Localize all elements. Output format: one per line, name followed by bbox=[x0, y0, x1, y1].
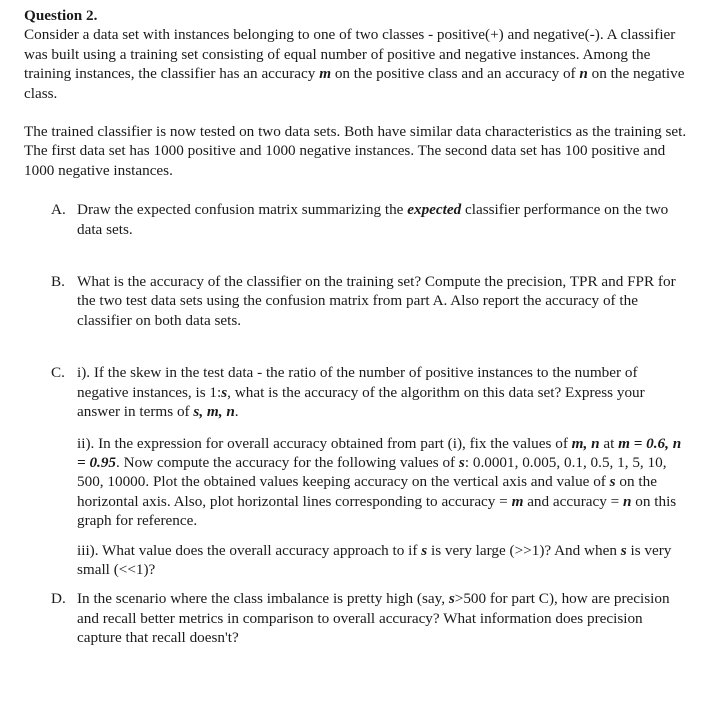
part-c-i bbox=[77, 363, 688, 421]
variable-n: n bbox=[579, 65, 588, 83]
intro-paragraph bbox=[24, 25, 694, 103]
part-c-ii-n: n bbox=[623, 492, 632, 510]
part-c-iii-s2: s bbox=[620, 541, 627, 559]
part-a-emphasis: expected bbox=[407, 201, 462, 219]
part-a bbox=[24, 200, 694, 239]
intro-text-3: on the negative class. bbox=[24, 65, 685, 102]
part-c-i-text-1: i). If the skew in the test data - the ratio of the number of positive instances to the number of negative instances, is 1: bbox=[77, 364, 638, 401]
part-b-label: B. bbox=[51, 273, 65, 291]
part-c-iii-text-1: iii). What value does the overall accuracy approach to if bbox=[77, 541, 422, 559]
part-b-text: What is the accuracy of the classifier on the training set? Compute the precision, TPR and FPR for the two test data sets using the confusion matrix from part A. Also report the accuracy of the classifier on both data sets. bbox=[77, 273, 676, 329]
part-d bbox=[24, 589, 694, 647]
part-c-i-vars: s, m, n bbox=[193, 403, 235, 421]
part-c-iii-s: s bbox=[421, 541, 428, 559]
document-page bbox=[24, 6, 694, 648]
part-d-label: D. bbox=[51, 590, 66, 608]
part-c-ii-text-7: on this graph for reference. bbox=[77, 492, 677, 530]
part-c-ii-text-3: . Now compute the accuracy for the following values of bbox=[116, 453, 459, 471]
part-c-ii-text-1: ii). In the expression for overall accuracy obtained from part (i), fix the values of bbox=[77, 434, 572, 452]
question-title: Question 2. bbox=[24, 7, 98, 24]
part-a-label: A. bbox=[51, 201, 66, 219]
part-c-iii-text-3: is very small (<<1)? bbox=[77, 541, 672, 578]
part-a-text-1: Draw the expected confusion matrix summarizing the bbox=[77, 201, 408, 219]
part-c-ii-vars: m, n bbox=[571, 434, 600, 452]
part-c-ii-text-2: at bbox=[599, 434, 619, 452]
part-d-s: s bbox=[448, 590, 455, 608]
part-c-i-text-2: , what is the accuracy of the algorithm on this data set? Express your answer in terms of bbox=[77, 383, 645, 421]
part-d-text-1: In the scenario where the class imbalance is pretty high (say, bbox=[77, 590, 449, 608]
variable-m: m bbox=[319, 65, 332, 83]
part-d-text-2: >500 for part C), how are precision and recall better metrics in comparison to overall accuracy? What information does precision capture that recall doesn't? bbox=[77, 590, 670, 647]
part-c-ii bbox=[77, 434, 688, 531]
intro-text-2: on the positive class and an accuracy of bbox=[331, 65, 580, 83]
part-c-iii-text-2: is very large (>>1)? And when bbox=[427, 541, 621, 559]
part-c-i-text-3: . bbox=[234, 403, 239, 421]
part-c-iii bbox=[77, 541, 688, 580]
part-a-text-2: classifier performance on the two data sets. bbox=[77, 201, 669, 238]
part-c-ii-text-4: : 0.0001, 0.005, 0.1, 0.5, 1, 5, 10, 500, 10000. Plot the obtained values keeping accuracy on the vertical axis and value of bbox=[77, 453, 667, 491]
part-c bbox=[24, 363, 694, 579]
part-c-ii-m: m bbox=[511, 492, 524, 510]
part-c-ii-s: s bbox=[458, 453, 465, 471]
part-c-label: C. bbox=[51, 364, 65, 382]
test-data-paragraph: The trained classifier is now tested on two data sets. Both have similar data characteristics as the training set. The first data set has 1000 positive and 1000 negative instances. The second data set has 100 positive and 1000 negative instances. bbox=[24, 123, 687, 179]
part-c-ii-text-6: and accuracy = bbox=[523, 492, 624, 510]
part-c-ii-text-5: on the horizontal axis. Also, plot horizontal lines corresponding to accuracy = bbox=[77, 473, 657, 510]
part-c-i-s: s bbox=[221, 383, 228, 401]
intro-text-1: Consider a data set with instances belonging to one of two classes - positive(+) and negative(-). A classifier was built using a training set consisting of equal number of positive and negative instances. Among the training instances, the classifier has an accuracy bbox=[24, 26, 676, 83]
part-c-ii-s2: s bbox=[609, 473, 616, 491]
part-b bbox=[24, 272, 694, 330]
part-c-ii-values: m = 0.6, n = 0.95 bbox=[77, 434, 682, 471]
